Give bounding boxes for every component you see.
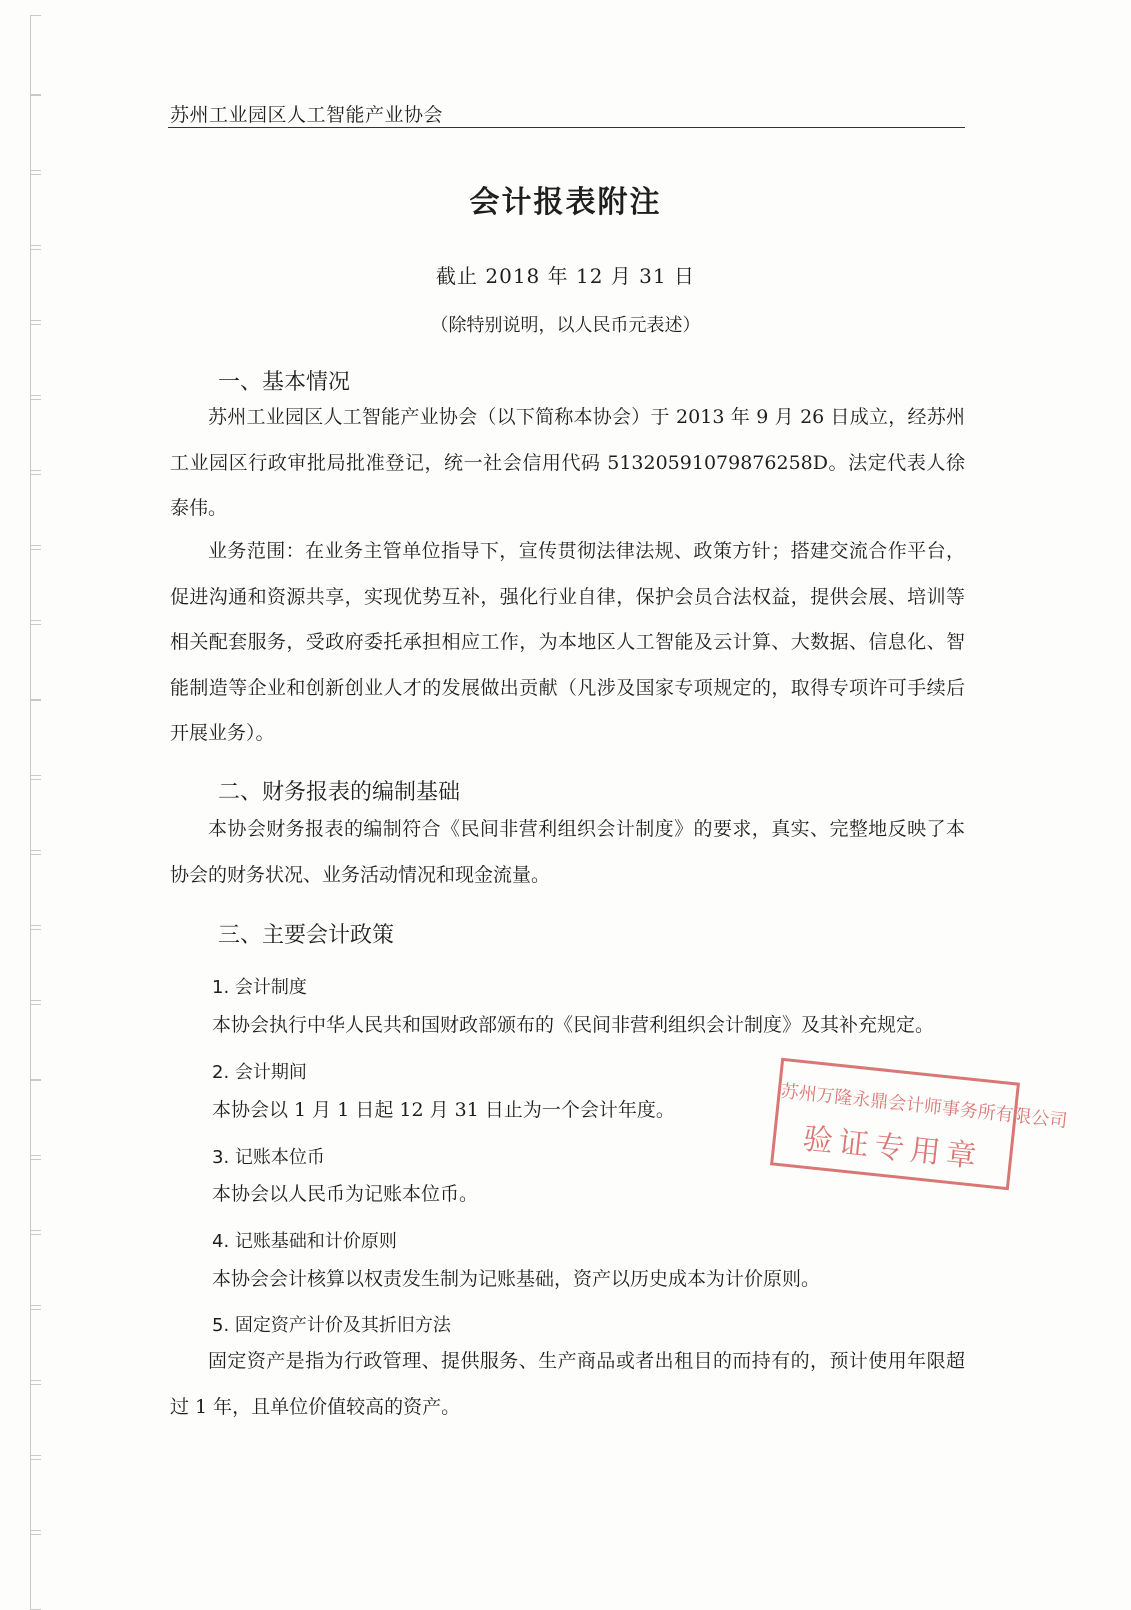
policy-4-text: 本协会会计核算以权责发生制为记账基础，资产以历史成本为计价原则。	[212, 1268, 821, 1290]
page-header-org-name: 苏州工业园区人工智能产业协会	[170, 104, 444, 126]
stamp-firm-name: 苏州万隆永鼎会计师事务所有限公司	[779, 1080, 1069, 1132]
section1-paragraph-basic-info: 苏州工业园区人工智能产业协会（以下简称本协会）于 2013 年 9 月 26 日成立，经苏州工业园区行政审批局批准登记，统一社会信用代码 51320591079876258D。法定代表人徐泰伟。	[170, 406, 965, 519]
policy-1-text: 本协会执行中华人民共和国财政部颁布的《民间非营利组织会计制度》及其补充规定。	[212, 1014, 935, 1036]
section2-paragraph: 本协会财务报表的编制符合《民间非营利组织会计制度》的要求，真实、完整地反映了本协会的财务状况、业务活动情况和现金流量。	[170, 818, 965, 886]
page-title: 会计报表附注	[469, 185, 662, 220]
policy-2-heading: 2. 会计期间	[212, 1062, 307, 1083]
binding-marks	[30, 0, 46, 1600]
policy-5-heading: 5. 固定资产计价及其折旧方法	[212, 1315, 451, 1336]
policy-5-text: 固定资产是指为行政管理、提供服务、生产商品或者出租目的而持有的，预计使用年限超过 1 年，且单位价值较高的资产。	[170, 1350, 965, 1418]
stamp-title: 验证专用章	[801, 1121, 984, 1176]
policy-3-text: 本协会以人民币为记账本位币。	[212, 1183, 479, 1205]
policy-3-heading: 3. 记账本位币	[212, 1147, 325, 1168]
date-line: 截止 2018 年 12 月 31 日	[436, 264, 695, 288]
section1-heading: 一、基本情况	[218, 370, 351, 395]
section1-paragraph-business-scope: 业务范围：在业务主管单位指导下，宣传贯彻法律法规、政策方针；搭建交流合作平台，促进沟通和资源共享，实现优势互补，强化行业自律，保护会员合法权益，提供会展、培训等相关配套服务，受政府委托承担相应工作，为本地区人工智能及云计算、大数据、信息化、智能制造等企业和创新创业人才的发展做出贡献（凡涉及国家专项规定的，取得专项许可手续后开展业务）。	[170, 540, 965, 744]
policy-4-heading: 4. 记账基础和计价原则	[212, 1231, 397, 1252]
verification-stamp	[770, 1058, 1069, 1190]
policy-2-text: 本协会以 1 月 1 日起 12 月 31 日止为一个会计年度。	[212, 1099, 675, 1121]
section2-heading: 二、财务报表的编制基础	[218, 780, 461, 805]
section3-heading: 三、主要会计政策	[218, 923, 395, 948]
policy-1-heading: 1. 会计制度	[212, 977, 307, 998]
header-rule	[168, 127, 965, 128]
unit-note: （除特别说明，以人民币元表述）	[430, 315, 701, 336]
